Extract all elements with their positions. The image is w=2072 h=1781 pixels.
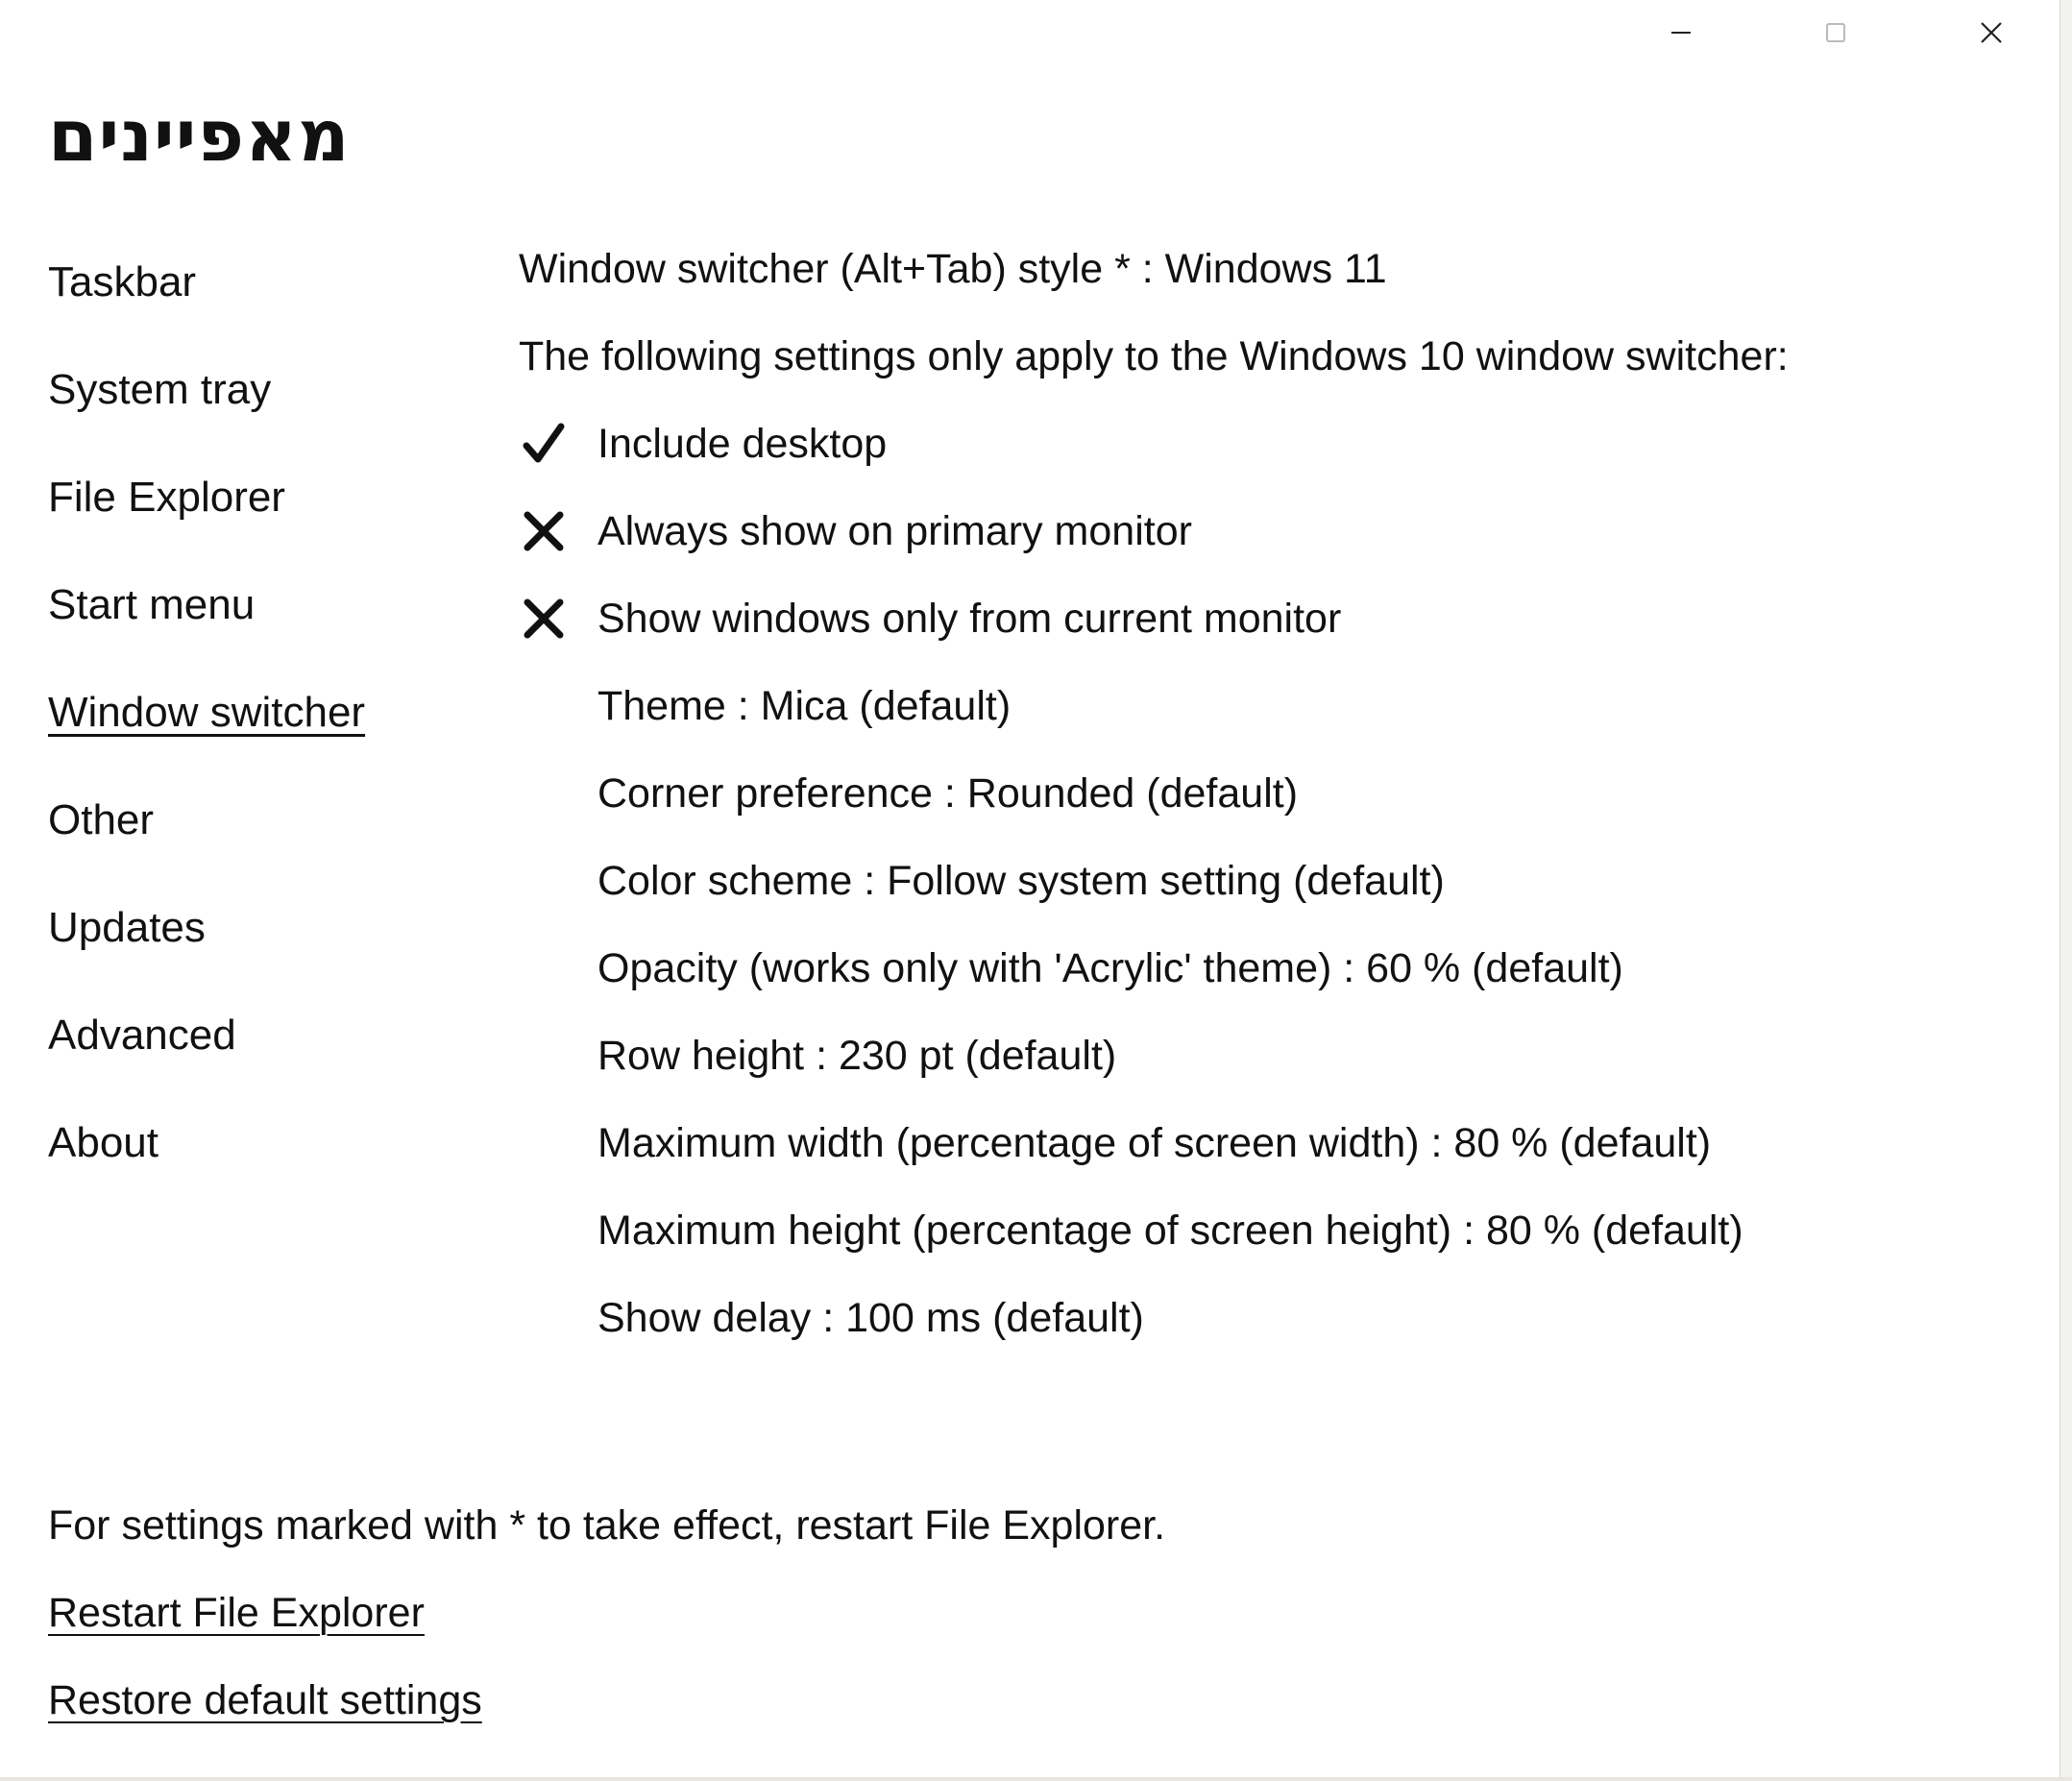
include-desktop-checkbox[interactable] xyxy=(519,415,887,473)
sidebar-item-start-menu[interactable]: Start menu xyxy=(48,581,256,628)
include-desktop-label: Include desktop xyxy=(597,421,888,467)
sidebar-item-about[interactable]: About xyxy=(48,1119,158,1166)
close-button[interactable] xyxy=(1938,0,2044,65)
alt-tab-style-setting[interactable]: Window switcher (Alt+Tab) style * : Windows 11 xyxy=(519,246,1387,292)
close-icon xyxy=(1979,20,2004,45)
sidebar-item-other[interactable]: Other xyxy=(48,796,155,843)
maximum-width-setting[interactable]: Maximum width (percentage of screen width) : 80 % (default) xyxy=(597,1120,1712,1166)
row-height-setting[interactable]: Row height : 230 pt (default) xyxy=(597,1033,1117,1079)
restart-file-explorer-link[interactable]: Restart File Explorer xyxy=(48,1590,425,1636)
maximize-button[interactable] xyxy=(1783,0,1889,65)
sidebar-item-window-switcher[interactable]: Window switcher xyxy=(48,689,366,736)
always-primary-monitor-checkbox[interactable] xyxy=(519,502,1192,560)
always-primary-monitor-label: Always show on primary monitor xyxy=(597,508,1192,554)
window-right-edge xyxy=(2060,0,2072,1781)
sidebar-item-file-explorer[interactable]: File Explorer xyxy=(48,474,285,521)
maximum-height-setting[interactable]: Maximum height (percentage of screen height) : 80 % (default) xyxy=(597,1208,1743,1254)
cross-icon xyxy=(519,594,569,644)
minimize-button[interactable] xyxy=(1628,0,1734,65)
corner-preference-setting[interactable]: Corner preference : Rounded (default) xyxy=(597,770,1299,817)
page-title: מאפיינים xyxy=(48,95,351,178)
sidebar-item-updates[interactable]: Updates xyxy=(48,904,206,951)
current-monitor-only-checkbox[interactable] xyxy=(519,590,1341,647)
opacity-setting[interactable]: Opacity (works only with 'Acrylic' theme) : 60 % (default) xyxy=(597,945,1623,991)
minimize-icon xyxy=(1670,21,1693,44)
windows10-note: The following settings only apply to the Windows 10 window switcher: xyxy=(519,333,1789,379)
checkmark-icon xyxy=(519,419,569,469)
theme-setting[interactable]: Theme : Mica (default) xyxy=(597,683,1012,729)
restore-default-settings-link[interactable]: Restore default settings xyxy=(48,1677,482,1723)
sidebar-item-advanced[interactable]: Advanced xyxy=(48,1012,236,1059)
color-scheme-setting[interactable]: Color scheme : Follow system setting (default) xyxy=(597,858,1445,904)
sidebar-item-system-tray[interactable]: System tray xyxy=(48,366,272,413)
show-delay-setting[interactable]: Show delay : 100 ms (default) xyxy=(597,1295,1144,1341)
cross-icon xyxy=(519,506,569,556)
sidebar-item-taskbar[interactable]: Taskbar xyxy=(48,258,197,305)
window-bottom-edge xyxy=(0,1777,2072,1781)
restart-note: For settings marked with * to take effect, restart File Explorer. xyxy=(48,1502,1166,1549)
maximize-icon xyxy=(1824,21,1847,44)
current-monitor-only-label: Show windows only from current monitor xyxy=(597,596,1342,642)
